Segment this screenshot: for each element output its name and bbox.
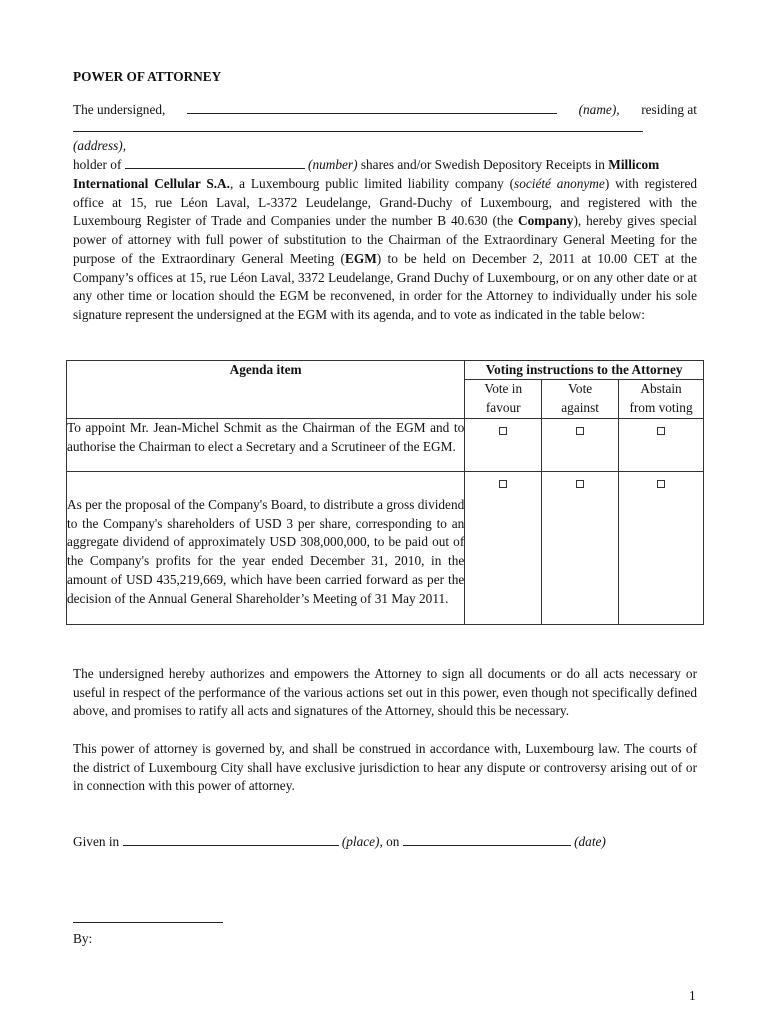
agenda-item-2: As per the proposal of the Company's Board, to distribute a gross dividend to the Company's shareholders of USD 3 per share, corresponding to an aggregate dividend of approximately USD 308,000,000, to be paid out of the Company's profits for the year ended December 31, 2010, in the amount of USD 435,219,669, which have been carried forward as per the decision of the Annual General Shareholder’s Meeting of 31 May 2011. [67,472,465,625]
company-name-1: Millicom [608,157,660,172]
address-hint: (address), [73,138,127,153]
undersigned-line [73,101,697,118]
vote-against-checkbox[interactable] [576,480,584,488]
agenda-item-1: To appoint Mr. Jean-Michel Schmit as the Chairman of the EGM and to authorise the Chairman to elect a Secretary and a Scrutineer of the EGM. [67,419,465,472]
name-blank[interactable] [187,101,557,114]
signature-line[interactable] [73,922,223,923]
vote-favour-checkbox[interactable] [499,480,507,488]
vote-against-checkbox[interactable] [576,427,584,435]
agenda-table [66,360,704,625]
date-blank[interactable] [403,833,571,846]
place-hint: (place) [341,834,380,849]
abstain-label-1: Abstain [640,381,682,396]
paragraph1-egm: EGM [344,250,377,266]
vote-favour-label-2: favour [485,399,521,415]
by-label: By: [73,931,93,946]
vote-favour-header [465,380,542,419]
paragraph1-part3: ), hereby gives special power of attorney with full power of substitution to the Chairman of the Extraordinary General Meeting for the purpose of the Extraordinary General Meeting ( [73,213,698,266]
agenda-item-header: Agenda item [67,361,465,419]
address-line [73,119,697,136]
address-blank[interactable] [73,119,643,132]
favour-cell-1 [465,419,542,472]
paragraph1-italic: société anonyme [514,176,605,191]
number-blank[interactable] [125,156,305,169]
page-number: 1 [689,988,696,1003]
vote-favour-label-1: Vote in [484,381,523,396]
paragraph1-part4: ) to be held on December 2, 2011 at 10.00 CET at the Company’s offices at 15, rue Léon Laval, 3372 Leudelange, Grand Duchy of Luxembourg, or on any other date or at any other time or location should the EGM be reconvened, in order for the Attorney to individually under his sole signature represent the undersigned at the EGM with its agenda, and to vote as indicated in the table below: [73,250,697,322]
abstain-cell-2 [619,472,704,625]
date-hint: (date) [574,834,606,849]
against-cell-2 [542,472,619,625]
table-row [67,419,704,472]
abstain-cell-1 [619,419,704,472]
authorization-paragraph: The undersigned hereby authorizes and empowers the Attorney to sign all documents or do all acts necessary or useful in respect of the performance of the various actions set out in this power, even though not specifically defined above, and promises to ratify all acts and signatures of the Attorney, should this be necessary. [73,666,697,719]
name-hint: (name), [578,102,620,117]
paragraph1-part1: , a Luxembourg public limited liability company ( [230,176,515,191]
number-hint: (number) [308,157,358,172]
abstain-label-2: from voting [629,399,693,415]
vote-against-header [542,380,619,419]
holder-line [73,156,697,173]
vote-against-label-1: Vote [568,381,593,396]
place-blank[interactable] [123,833,339,846]
vote-against-label-2: against [561,399,599,415]
abstain-header [619,380,704,419]
abstain-checkbox[interactable] [657,427,665,435]
main-paragraph [73,175,697,325]
undersigned-label: The undersigned, [73,102,166,117]
favour-cell-2 [465,472,542,625]
against-cell-1 [542,419,619,472]
company-name-2: International Cellular S.A. [73,176,230,191]
given-line [73,833,697,850]
document-title: POWER OF ATTORNEY [73,69,222,84]
governing-law-paragraph: This power of attorney is governed by, and shall be construed in accordance with, Luxembourg law. The courts of the district of Luxembourg City shall have exclusive jurisdiction to hear any dispute or controversy arising out of or in connection with this power of attorney. [73,741,697,794]
holder-label: holder of [73,157,122,172]
table-header-row [67,361,704,380]
vote-favour-checkbox[interactable] [499,427,507,435]
abstain-checkbox[interactable] [657,480,665,488]
on-label: , on [379,834,400,849]
paragraph1-company: Company [518,213,574,229]
given-label: Given in [73,834,120,849]
holder-after: shares and/or Swedish Depository Receipts in [357,157,609,172]
voting-instructions-header: Voting instructions to the Attorney [465,361,704,380]
residing-label: residing at [641,102,697,117]
paragraph1-part2: ) with registered office at 15, rue Léon Laval, L-3372 Leudelange, Grand-Duchy of Luxembourg, and registered with the Luxembourg Register of Trade and Companies under the number B 40.630 (the [73,176,697,229]
table-row [67,472,704,625]
